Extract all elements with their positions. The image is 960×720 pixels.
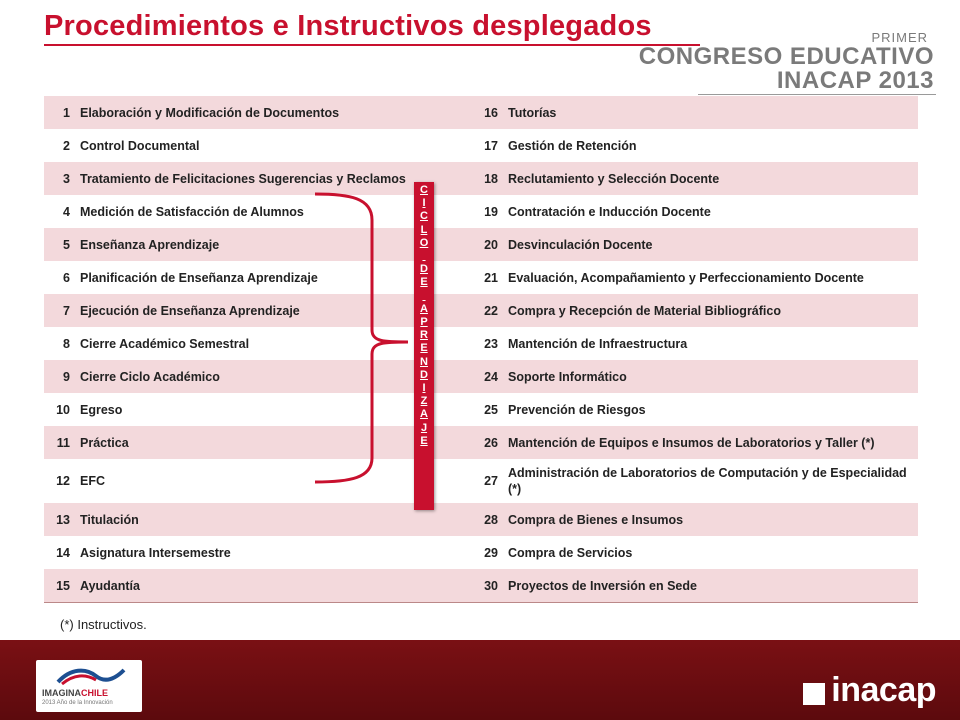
procedure-number: 1 [44, 96, 74, 129]
procedure-number: 30 [466, 569, 502, 603]
ciclo-letter: Z [420, 395, 428, 408]
procedure-number: 16 [466, 96, 502, 129]
procedure-number: 23 [484, 336, 498, 351]
ciclo-letter: C [420, 210, 428, 223]
procedure-name: Práctica [74, 426, 466, 459]
ciclo-letter: D [420, 368, 428, 381]
procedure-name: Soporte Informático [502, 360, 918, 393]
congreso-year: INACAP 2013 [776, 67, 934, 94]
procedure-name: Planificación de Enseñanza Aprendizaje [80, 270, 318, 285]
procedure-name: Ejecución de Enseñanza Aprendizaje [74, 294, 466, 327]
title-underline [44, 44, 700, 46]
table-row [44, 294, 918, 327]
procedure-name: Ayudantía [74, 569, 466, 603]
procedure-name: Egreso [80, 402, 123, 417]
procedure-number: 14 [56, 545, 70, 560]
bracket-bottom-arm [315, 342, 408, 482]
table-row [44, 162, 918, 195]
congreso-logo [639, 30, 934, 93]
procedure-name: Mantención de Infraestructura [508, 336, 688, 351]
procedure-name: Cierre Ciclo Académico [74, 360, 466, 393]
ciclo-letter: I [422, 197, 426, 210]
procedure-number: 7 [44, 294, 74, 327]
inacap-wordmark: inacap [831, 670, 936, 709]
imagina-text-part1: IMAGINA [42, 688, 81, 698]
procedure-number: 24 [466, 360, 502, 393]
procedure-name: Contratación e Inducción Docente [508, 204, 711, 219]
procedure-number: 18 [466, 162, 502, 195]
procedure-number: 28 [466, 503, 502, 536]
procedure-name: Prevención de Riesgos [508, 402, 646, 417]
procedure-name: Evaluación, Acompañamiento y Perfeccionamiento Docente [508, 270, 864, 285]
procedure-number: 13 [44, 503, 74, 536]
procedure-name: Compra de Servicios [508, 545, 633, 560]
page-title: Procedimientos e Instructivos desplegados [44, 10, 652, 42]
procedure-name: Proyectos de Inversión en Sede [502, 569, 918, 603]
procedure-number: 19 [484, 204, 498, 219]
procedure-number: 12 [56, 474, 70, 488]
procedure-number: 27 [484, 474, 498, 488]
procedure-name: Compra y Recepción de Material Bibliográfico [502, 294, 918, 327]
table-row [44, 261, 918, 294]
procedure-number: 9 [44, 360, 74, 393]
ciclo-letter [414, 250, 434, 263]
procedure-number: 15 [44, 569, 74, 603]
procedure-number: 10 [56, 402, 70, 417]
procedure-number: 21 [484, 270, 498, 285]
ciclo-de-aprendizaje-label [414, 182, 434, 510]
table-row [44, 393, 918, 426]
procedure-name: Tutorías [502, 96, 918, 129]
procedure-number: 5 [44, 228, 74, 261]
procedure-name: Compra de Bienes e Insumos [502, 503, 918, 536]
procedure-name: Medición de Satisfacción de Alumnos [80, 204, 304, 219]
procedure-number: 26 [466, 426, 502, 459]
procedure-name: Gestión de Retención [508, 138, 637, 153]
ciclo-letter: L [420, 223, 428, 236]
table-row [44, 503, 918, 536]
procedure-number: 4 [63, 204, 70, 219]
table-row [44, 195, 918, 228]
procedure-number: 29 [484, 545, 498, 560]
table-row [44, 426, 918, 459]
congreso-name: CONGRESO EDUCATIVO [638, 43, 934, 70]
procedure-name: Reclutamiento y Selección Docente [502, 162, 918, 195]
imagina-chile-logo [36, 660, 142, 712]
procedure-name: Mantención de Equipos e Insumos de Laboratorios y Taller (*) [502, 426, 918, 459]
procedure-number: 25 [484, 402, 498, 417]
ciclo-letter: N [420, 355, 428, 368]
table-row [44, 459, 918, 503]
ciclo-bracket [310, 190, 410, 490]
procedure-name: EFC [80, 474, 105, 488]
ciclo-letter: A [420, 302, 428, 315]
ciclo-letter: C [420, 184, 428, 196]
ciclo-letters [414, 184, 434, 448]
procedure-name: Asignatura Intersemestre [80, 545, 231, 560]
procedure-number: 11 [44, 426, 74, 459]
procedure-name: Enseñanza Aprendizaje [74, 228, 466, 261]
ciclo-letter: D [420, 263, 428, 276]
bracket-top-arm [315, 194, 408, 342]
ciclo-letter: E [420, 276, 428, 289]
ciclo-letter: J [420, 421, 428, 434]
table-row [44, 96, 918, 129]
ciclo-letter: O [419, 236, 429, 249]
imagina-text-part2: CHILE [81, 688, 108, 698]
procedure-number: 22 [466, 294, 502, 327]
procedures-table [44, 96, 918, 603]
ciclo-letter [414, 290, 434, 303]
table-row [44, 228, 918, 261]
table-row [44, 569, 918, 603]
procedure-name: Control Documental [80, 138, 200, 153]
ciclo-letter: I [422, 382, 426, 395]
procedure-number: 3 [44, 162, 74, 195]
imagina-subtitle: 2013 Año de la Innovación [42, 700, 113, 706]
table-row [44, 129, 918, 162]
ciclo-letter: E [420, 342, 428, 355]
procedure-number: 8 [63, 336, 70, 351]
procedure-name: Cierre Académico Semestral [80, 336, 250, 351]
table-row [44, 360, 918, 393]
procedure-name: Administración de Laboratorios de Computación y de Especialidad (*) [508, 466, 907, 496]
imagina-wordmark [42, 688, 108, 698]
inacap-square-icon [803, 683, 825, 705]
procedure-number: 20 [466, 228, 502, 261]
procedure-name: Desvinculación Docente [502, 228, 918, 261]
procedure-number: 6 [63, 270, 70, 285]
procedure-name: Titulación [74, 503, 466, 536]
inacap-logo [803, 670, 936, 710]
procedure-number: 2 [63, 138, 70, 153]
ciclo-letter: E [420, 434, 428, 447]
ciclo-letter: R [420, 329, 428, 342]
table-row [44, 327, 918, 360]
congreso-primer: PRIMER [871, 30, 928, 45]
imagina-wave-icon [56, 664, 126, 686]
procedure-name: Tratamiento de Felicitaciones Sugerencias y Reclamos [74, 162, 466, 195]
congreso-divider [698, 94, 936, 95]
procedure-number: 17 [484, 138, 498, 153]
table-row [44, 536, 918, 569]
footnote: (*) Instructivos. [60, 617, 147, 632]
ciclo-letter: P [420, 316, 428, 329]
procedure-name: Elaboración y Modificación de Documentos [74, 96, 466, 129]
ciclo-letter: A [420, 408, 428, 421]
